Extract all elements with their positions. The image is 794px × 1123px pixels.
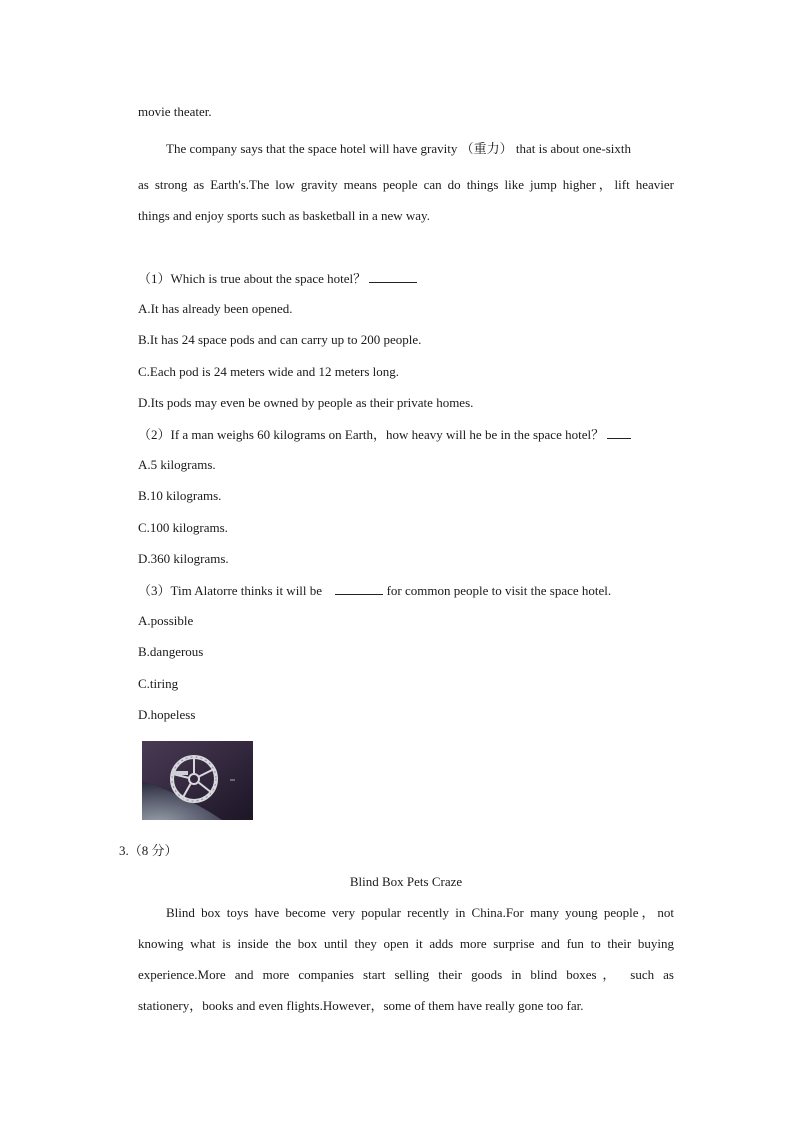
option-c: C.Each pod is 24 meters wide and 12 meters long. bbox=[138, 364, 400, 379]
paragraph-line: knowing what is inside the box until they open it adds more surprise and fun to their buying bbox=[138, 936, 674, 951]
answer-blank[interactable] bbox=[335, 582, 383, 595]
option-d: D.360 kilograms. bbox=[138, 551, 229, 566]
option-c: C.tiring bbox=[138, 676, 179, 691]
answer-blank[interactable] bbox=[369, 270, 417, 283]
question-1-stem bbox=[138, 270, 674, 287]
option-a: A.It has already been opened. bbox=[138, 301, 293, 316]
text-run: that is about one-sixth bbox=[512, 141, 632, 156]
paragraph-line: Blind box toys have become very popular recently in China.For many young people，not bbox=[166, 905, 674, 920]
paragraph-line: as strong as Earth's.The low gravity means people can do things like jump higher，lift heavier bbox=[138, 177, 674, 192]
space-station-image bbox=[142, 741, 253, 820]
option-c: C.100 kilograms. bbox=[138, 520, 228, 535]
paragraph-end: movie theater. bbox=[138, 104, 212, 119]
option-b: B.It has 24 space pods and can carry up to 200 people. bbox=[138, 332, 422, 347]
passage-title: Blind Box Pets Craze bbox=[349, 874, 463, 889]
question-text: for common people to visit the space hotel. bbox=[383, 583, 612, 598]
option-a: A.possible bbox=[138, 613, 194, 628]
option-b: B.10 kilograms. bbox=[138, 488, 222, 503]
question-2-stem bbox=[138, 426, 674, 443]
question-number: 3.（8 分） bbox=[119, 843, 178, 858]
question-text: （2）If a man weighs 60 kilograms on Earth，how heavy will he be in the space hotel？ bbox=[138, 427, 608, 442]
option-d: D.Its pods may even be owned by people as their private homes. bbox=[138, 395, 474, 410]
question-text: （3）Tim Alatorre thinks it will be bbox=[138, 583, 326, 598]
chinese-gloss: （重力） bbox=[460, 141, 513, 156]
paragraph-line: experience.More and more companies start selling their goods in blind boxes， such as bbox=[138, 967, 674, 982]
answer-blank[interactable] bbox=[607, 426, 631, 439]
option-b: B.dangerous bbox=[138, 644, 204, 659]
option-d: D.hopeless bbox=[138, 707, 196, 722]
text-run: The company says that the space hotel will have gravity bbox=[166, 141, 461, 156]
paragraph-line bbox=[138, 141, 674, 157]
question-3-stem bbox=[138, 582, 674, 599]
paragraph-line: things and enjoy sports such as basketball in a new way. bbox=[138, 208, 430, 223]
question-text: （1）Which is true about the space hotel？ bbox=[138, 271, 370, 286]
option-a: A.5 kilograms. bbox=[138, 457, 216, 472]
paragraph-line: stationery，books and even flights.However，some of them have really gone too far. bbox=[138, 998, 584, 1013]
